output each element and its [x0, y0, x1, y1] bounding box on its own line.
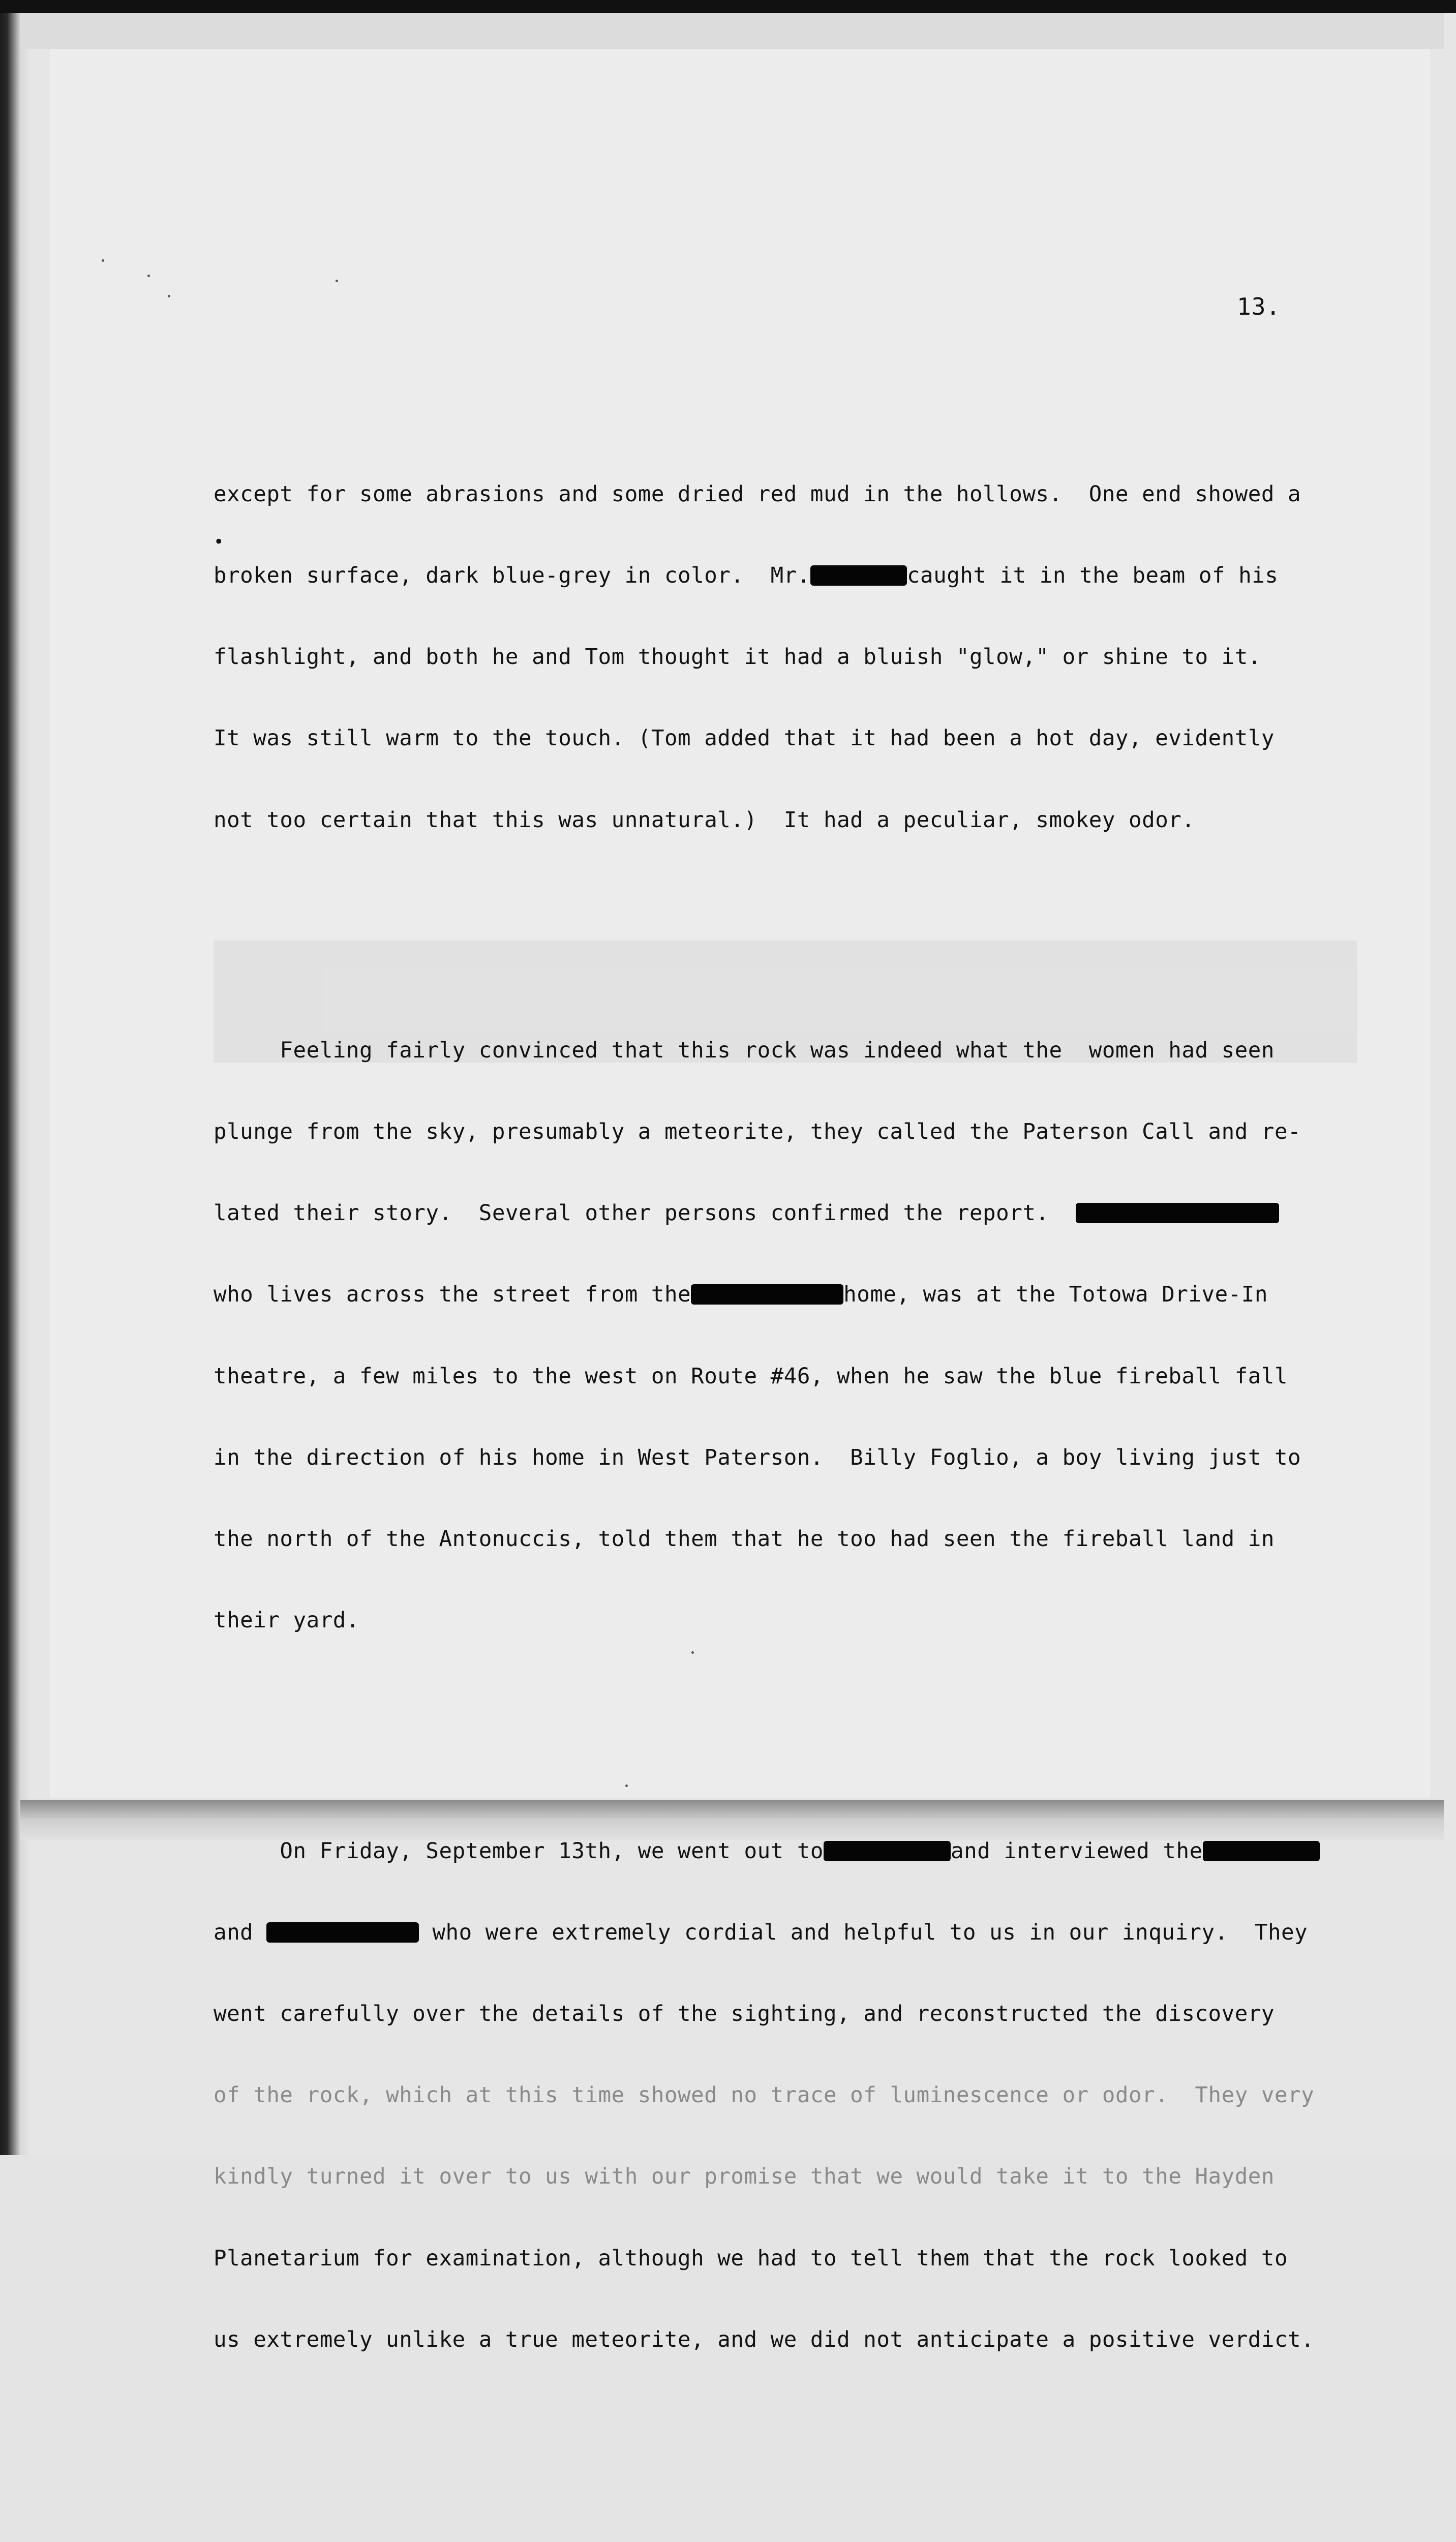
scan-speck: [147, 275, 150, 277]
paragraph: [214, 983, 1357, 1689]
redaction-bar: [1076, 1203, 1279, 1223]
scan-speck: [168, 295, 170, 297]
scan-top-edge: [0, 0, 1456, 13]
text-line: not too certain that this was unnatural.) It had a peculiar, smokey odor.: [214, 807, 1195, 833]
text-line: us extremely unlike a true meteorite, and we did not anticipate a positive verdict.: [214, 2327, 1315, 2352]
document-body: [214, 372, 1357, 2542]
page-number: 13.: [1237, 293, 1281, 320]
text-line: the north of the Antonuccis, told them that he too had seen the fireball land in: [214, 1527, 1275, 1552]
text-line: flashlight, and both he and Tom thought it had a bluish "glow," or shine to it.: [214, 645, 1261, 670]
paragraph: [214, 427, 1357, 888]
text-line: Feeling fairly convinced that this rock was indeed what the women had seen: [214, 1038, 1275, 1063]
scan-speck: [102, 259, 104, 262]
redaction-bar: [824, 1841, 951, 1861]
paragraph: [214, 1783, 1357, 2408]
redaction-bar: [1203, 1841, 1320, 1861]
redaction-bar: [691, 1284, 843, 1305]
text-line: except for some abrasions and some dried red mud in the hollows. One end showed a: [214, 481, 1301, 507]
text-line: and who were extremely cordial and helpful to us in our inquiry. They: [214, 1920, 1308, 1945]
text-line: plunge from the sky, presumably a meteorite, they called the Paterson Call and re-: [214, 1119, 1301, 1144]
text-line: lated their story. Several other persons confirmed the report.: [214, 1200, 1357, 1227]
text-line: theatre, a few miles to the west on Route #46, when he saw the blue fireball fall: [214, 1364, 1288, 1389]
text-line: of the rock, which at this time showed no trace of luminescence or odor. They very: [214, 2083, 1315, 2108]
text-line: went carefully over the details of the sighting, and reconstructed the discovery: [214, 2001, 1275, 2026]
paragraph: [214, 2502, 1357, 2542]
text-line: kindly turned it over to us with our promise that we would take it to the Hayden: [214, 2164, 1275, 2190]
text-line: On Friday, September 13th, we went out to and interviewed the: [214, 1838, 1357, 1865]
text-line: It was still warm to the touch. (Tom added that it had been a hot day, evidently: [214, 726, 1275, 751]
redaction-bar: [810, 565, 907, 586]
scan-margin: [20, 13, 1444, 49]
text-line: their yard.: [214, 1608, 359, 1633]
text-line: broken surface, dark blue-grey in color. Mr. caught it in the beam of his: [214, 563, 1279, 588]
bullet-mark: •: [214, 532, 224, 552]
text-line: Planetarium for examination, although we had to tell them that the rock looked to: [214, 2246, 1288, 2271]
text-line: in the direction of his home in West Paterson. Billy Foglio, a boy living just to: [214, 1445, 1301, 1470]
scan-speck: [336, 280, 338, 282]
redaction-bar: [266, 1922, 419, 1943]
text-line: who lives across the street from the home, was at the Totowa Drive-In: [214, 1282, 1268, 1308]
